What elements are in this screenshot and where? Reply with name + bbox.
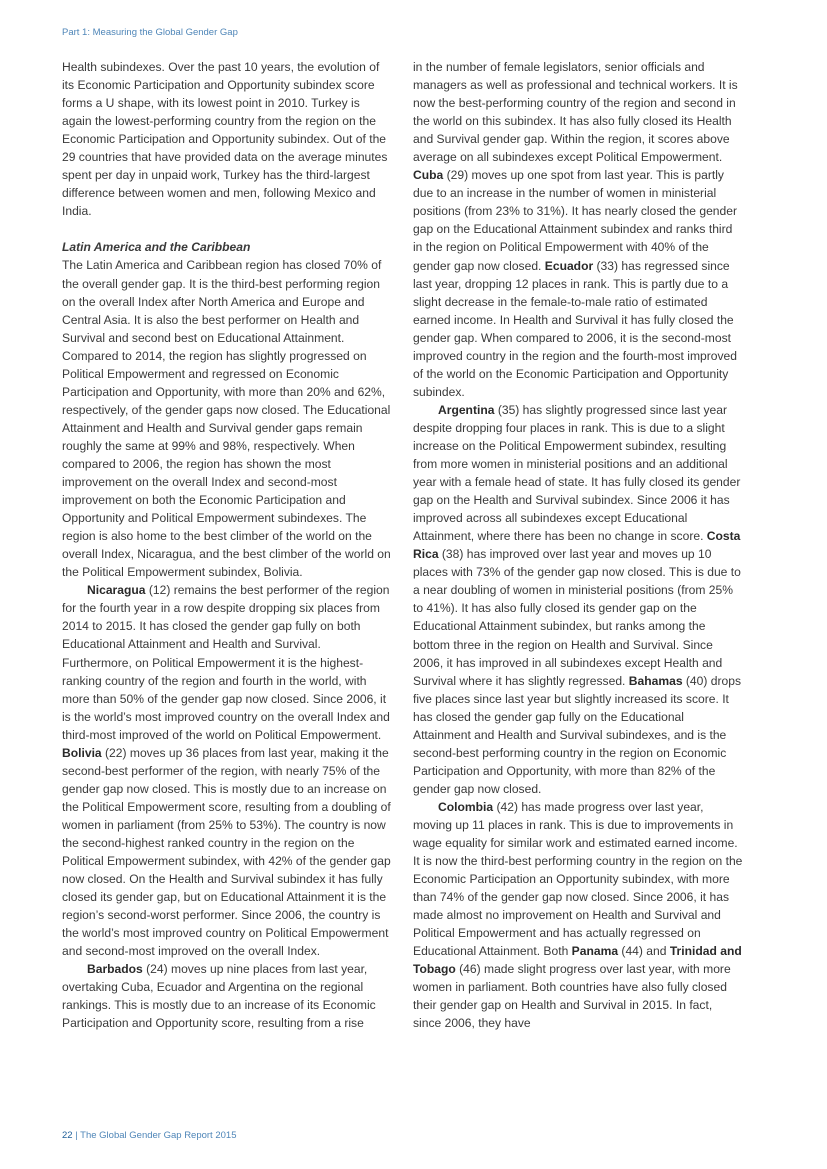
country-name: Ecuador [544,258,594,273]
text-run: (33) has regressed since last year, dropping 12 places in rank. This is partly due to a slight decrease in the female-to-male ratio of estimated earned income. In Health and Survival it has fully closed the gender gap. When compared to 2006, it is the second-most improved country in the region and the fourth-most improved of the world on the Economic Participation and Opportunity subindex. [413,258,738,399]
country-name: Cuba [413,168,444,183]
text-run: (29) moves up one spot from last year. This is partly due to an increase in the number of women in ministerial positions (from 23% to 31%). It has nearly closed the gender gap on the Educational Attainment subindex and ranks third in the region on Political Empowerment with 40% of the gender gap now closed. [413,168,738,273]
section-heading: Latin America and the Caribbean [62,240,251,255]
left-column [62,58,392,1032]
page-footer [62,1130,236,1141]
country-name: Panama [571,944,619,959]
text-run: (44) and [618,944,670,959]
country-name: Argentina [438,402,495,417]
text-run: (40) drops five places since last year but slightly increased its score. It has closed the gender gap fully on the Educational Attainment and Health and Survival subindexes, and is the second-best performing country in the region on Economic Participation and Opportunity, with more than 82% of the gender gap now closed. [413,673,742,796]
paragraph: Health subindexes. Over the past 10 years, the evolution of its Economic Participation and Opportunity subindex score forms a U shape, with its lowest point in 2010. Turkey is again the lowest-performing country from the region on the Economic Participation and Opportunity subindex. Out of the 29 countries that have provided data on the average minutes spent per day in unpaid work, Turkey has the third-largest difference between women and men, following Mexico and India. [62,60,388,219]
paragraph [413,798,743,1033]
paragraph [62,960,392,1032]
paragraph [62,581,392,960]
text-run: (46) made slight progress over last year, with more women in parliament. Both countries have also fully closed their gender gap on Health and Survival in 2015. In fact, since 2006, they have [413,962,731,1031]
country-name: Barbados [87,962,143,977]
report-title: The Global Gender Gap Report 2015 [80,1130,237,1141]
country-name: Colombia [438,799,494,814]
country-name: Trinidad and Tobago [413,944,742,977]
country-name: Nicaragua [87,583,146,598]
text-run: in the number of female legislators, senior officials and managers as well as professional and technical workers. It is now the best-performing country of the region and second in the world on this subindex. It has also fully closed its Health and Survival gender gap. Within the region, it scores above average on all subindexes except Political Empowerment. [413,60,738,165]
paragraph: The Latin America and Caribbean region has closed 70% of the overall gender gap. It is the third-best performing region on the overall Index after North America and Europe and Central Asia. It is also the best performer on Health and Survival and second best on Educational Attainment. Compared to 2014, the region has slightly progressed on Political Empowerment and regressed on Economic Participation and Opportunity, with more than 20% and 62%, respectively, of the gender gaps now closed. The Educational Attainment and Health and Survival gender gaps remain roughly the same at 99% and 98%, respectively. When compared to 2006, the region has shown the most improvement on the overall Index and second-most improvement on both the Economic Participation and Opportunity and Political Empowerment subindexes. The region is also home to the best climber of the world on the overall Index, Nicaragua, and the best climber of the world on the Political Empowerment subindex, Bolivia. [62,258,391,580]
page-number: 22 [62,1130,73,1141]
country-name: Bahamas [628,673,683,688]
country-name: Costa Rica [413,529,741,562]
country-name: Bolivia [62,745,102,760]
text-run: (38) has improved over last year and moves up 10 places with 73% of the gender gap now closed. This is due to a near doubling of women in ministerial positions (from 25% to 41%). It has also fully closed its gender gap on the Educational Attainment subindex, but ranks among the bottom three in the region on Health and Survival. Since 2006, it has improved in all subindexes except Health and Survival where it has slightly regressed. [413,547,741,688]
right-column [413,58,743,1033]
text-run: (22) moves up 36 places from last year, making it the second-best performer of the region, with nearly 75% of the gender gap now closed. This is mostly due to an increase on the Political Empowerment score, resulting from a doubling of women in parliament (from 25% to 53%). The country is now the second-highest ranked country in the region on the Political Empowerment subindex, with 42% of the gender gap now closed. On the Health and Survival subindex it has fully closed its gender gap, but on Educational Attainment it is the region’s second-worst performer. Since 2006, the country is the world’s most improved country on Political Empowerment and second-most improved on the overall Index. [62,745,391,959]
footer-separator: | [72,1130,81,1141]
text-run: (12) remains the best performer of the region for the fourth year in a row despite dropping six places from 2014 to 2015. It has closed the gender gap fully on both Educational Attainment and Health and Survival. Furthermore, on Political Empowerment it is the highest-ranking country of the region and fourth in the world, with more than 50% of the gender gap now closed. Since 2006, it is the world’s most improved country on the overall Index and third-most improved of the world on Political Empowerment. [62,583,390,742]
paragraph [413,58,743,401]
text-run: (24) moves up nine places from last year, overtaking Cuba, Ecuador and Argentina on the regional rankings. This is mostly due to an increase of its Economic Participation and Opportunity score, resulting from a rise [62,962,376,1031]
running-header: Part 1: Measuring the Global Gender Gap [62,27,238,38]
text-run: (35) has slightly progressed since last year despite dropping four places in rank. This is due to a slight increase on the Political Empowerment subindex, resulting from more women in ministerial positions and an additional year with a female head of state. It has fully closed its gender gap on the Health and Survival subindex. Since 2006 it has improved across all subindexes except Educational Attainment, where there has been no change in score. [413,402,741,544]
text-run: (42) has made progress over last year, moving up 11 places in rank. This is due to improvements in wage equality for similar work and estimated earned income. It is now the third-best performing country in the region on the Economic Participation an Opportunity subindex, with more than 74% of the gender gap now closed. Since 2006, it has made almost no improvement on Health and Survival and Political Empowerment and has actually regressed on Educational Attainment. Both [413,799,743,959]
paragraph [413,401,743,798]
